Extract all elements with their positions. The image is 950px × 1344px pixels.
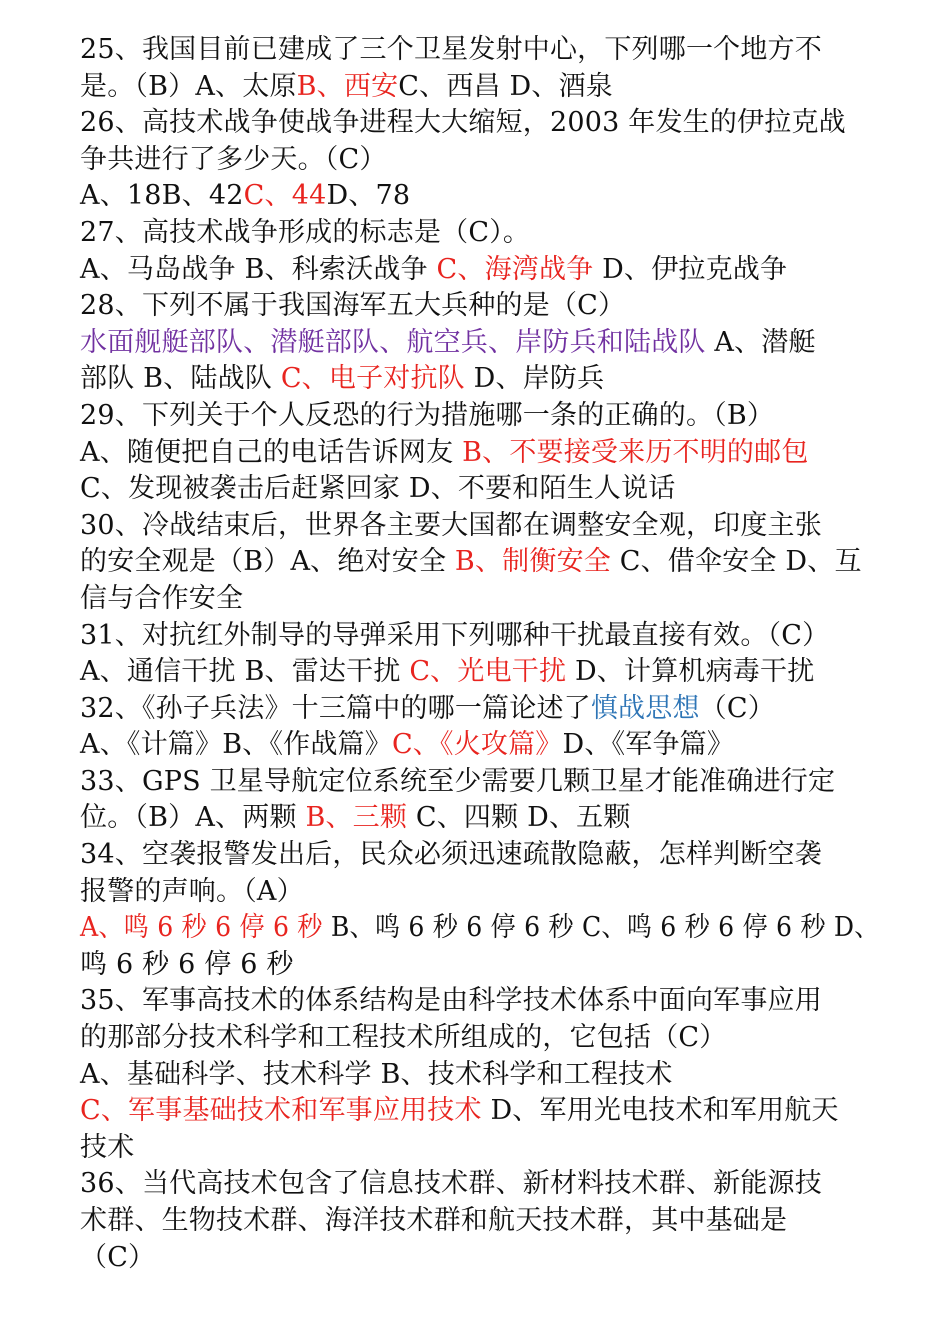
text-segment: 的安全观是（B）A、绝对安全: [80, 546, 455, 578]
text-segment: 25、我国目前已建成了三个卫星发射中心，下列哪一个地方不: [80, 34, 822, 65]
highlighted-answer-red: A、鸣 6 秒 6 停 6 秒: [80, 912, 323, 944]
text-segment: A、基础科学、技术科学 B、技术科学和工程技术: [80, 1058, 673, 1090]
text-line: [80, 288, 880, 325]
text-segment: D、伊拉克战争: [593, 253, 788, 285]
text-line: [80, 361, 880, 398]
highlighted-answer-red: C、电子对抗队: [280, 363, 465, 395]
text-line: [80, 1020, 880, 1057]
text-line: [80, 544, 880, 581]
text-line: [80, 1240, 880, 1277]
text-line: [80, 983, 880, 1020]
text-segment: （C）: [699, 692, 775, 724]
highlighted-answer-red: B、不要接受来历不明的邮包: [462, 436, 809, 468]
text-segment: C、西昌 D、酒泉: [398, 70, 613, 102]
text-segment: 32、《孙子兵法》十三篇中的哪一篇论述了: [80, 692, 591, 724]
text-segment: 鸣 6 秒 6 停 6 秒: [80, 948, 294, 980]
text-segment: 31、对抗红外制导的导弹采用下列哪种干扰最直接有效。（C）: [80, 619, 830, 651]
text-segment: A、潜艇: [705, 326, 816, 358]
text-line: [80, 252, 880, 289]
text-line: [80, 32, 880, 69]
text-segment: B、鸣 6 秒 6 停 6 秒 C、鸣 6 秒 6 停 6 秒 D、: [322, 912, 880, 944]
document-page: [80, 32, 880, 1276]
text-segment: 26、高技术战争使战争进程大大缩短，2003 年发生的伊拉克战: [80, 107, 846, 139]
text-line: [80, 215, 880, 252]
text-line: [80, 837, 880, 874]
text-line: [80, 910, 880, 947]
text-segment: A、随便把自己的电话告诉网友: [80, 436, 463, 468]
text-segment: A、通信干扰 B、雷达干扰: [80, 656, 410, 688]
text-segment: A、《计篇》B、《作战篇》: [80, 729, 392, 761]
text-segment: 技术: [80, 1131, 135, 1163]
text-segment: 36、当代高技术包含了信息技术群、新材料技术群、新能源技: [80, 1168, 822, 1200]
text-line: [80, 1166, 880, 1203]
text-line: [80, 618, 880, 655]
text-segment: C、四颗 D、五颗: [407, 802, 631, 834]
highlighted-answer-red: B、三颗: [305, 802, 408, 834]
text-line: [80, 325, 880, 362]
text-segment: C、发现被袭击后赶紧回家 D、不要和陌生人说话: [80, 473, 676, 505]
text-line: [80, 398, 880, 435]
text-line: [80, 727, 880, 764]
text-segment: 29、下列关于个人反恐的行为措施哪一条的正确的。（B）: [80, 399, 775, 431]
text-segment: 是。（B）A、太原: [80, 70, 297, 102]
text-segment: D、军用光电技术和军用航天: [481, 1095, 839, 1127]
highlighted-answer-red: C、军事基础技术和军事应用技术: [80, 1095, 482, 1127]
text-line: [80, 1130, 880, 1167]
highlighted-answer-red: C、海湾战争: [436, 253, 594, 285]
text-segment: A、马岛战争 B、科索沃战争: [80, 253, 437, 285]
highlighted-answer-red: C、44: [243, 180, 327, 212]
text-line: [80, 1057, 880, 1094]
text-line: [80, 69, 880, 106]
text-line: [80, 508, 880, 545]
text-segment: 位。（B）A、两颗: [80, 802, 306, 834]
text-segment: D、计算机病毒干扰: [566, 656, 815, 688]
text-line: [80, 142, 880, 179]
text-segment: D、岸防兵: [464, 363, 605, 395]
highlighted-answer-red: C、光电干扰: [409, 656, 567, 688]
text-segment: 的那部分技术科学和工程技术所组成的，它包括（C）: [80, 1022, 727, 1054]
text-segment: 信与合作安全: [80, 582, 244, 614]
text-line: [80, 1093, 880, 1130]
text-segment: D、《军争篇》: [562, 729, 735, 761]
text-segment: 34、空袭报警发出后，民众必须迅速疏散隐蔽，怎样判断空袭: [80, 839, 822, 871]
text-segment: 30、冷战结束后，世界各主要大国都在调整安全观，印度主张: [80, 509, 822, 541]
text-line: [80, 178, 880, 215]
text-line: [80, 691, 880, 728]
text-line: [80, 1203, 880, 1240]
text-line: [80, 874, 880, 911]
text-segment: 部队 B、陆战队: [80, 363, 281, 395]
text-line: [80, 471, 880, 508]
text-segment: 27、高技术战争形成的标志是（C）。: [80, 216, 531, 248]
text-segment: 35、军事高技术的体系结构是由科学技术体系中面向军事应用: [80, 985, 822, 1017]
highlighted-answer-purple: 水面舰艇部队、潜艇部队、航空兵、岸防兵和陆战队: [80, 326, 706, 358]
text-segment: 术群、生物技术群、海洋技术群和航天技术群，其中基础是: [80, 1205, 788, 1236]
text-segment: （C）: [80, 1241, 156, 1273]
text-line: [80, 654, 880, 691]
text-line: [80, 800, 880, 837]
highlighted-answer-red: B、制衡安全: [454, 546, 611, 578]
highlighted-answer-red: C、《火攻篇》: [391, 729, 563, 761]
text-line: [80, 764, 880, 801]
highlighted-answer-red: B、西安: [296, 70, 399, 102]
text-line: [80, 947, 880, 984]
text-line: [80, 435, 880, 472]
text-segment: 28、下列不属于我国海军五大兵种的是（C）: [80, 290, 626, 322]
text-segment: A、18B、42: [80, 180, 244, 212]
text-segment: D、78: [326, 180, 411, 212]
text-segment: 33、GPS 卫星导航定位系统至少需要几颗卫星才能准确进行定: [80, 765, 836, 797]
text-segment: 报警的声响。（A）: [80, 875, 304, 907]
text-segment: 争共进行了多少天。（C）: [80, 143, 387, 175]
text-line: [80, 581, 880, 618]
text-line: [80, 105, 880, 142]
highlighted-answer-blue: 慎战思想: [590, 692, 700, 724]
text-segment: C、借伞安全 D、互: [610, 546, 862, 578]
